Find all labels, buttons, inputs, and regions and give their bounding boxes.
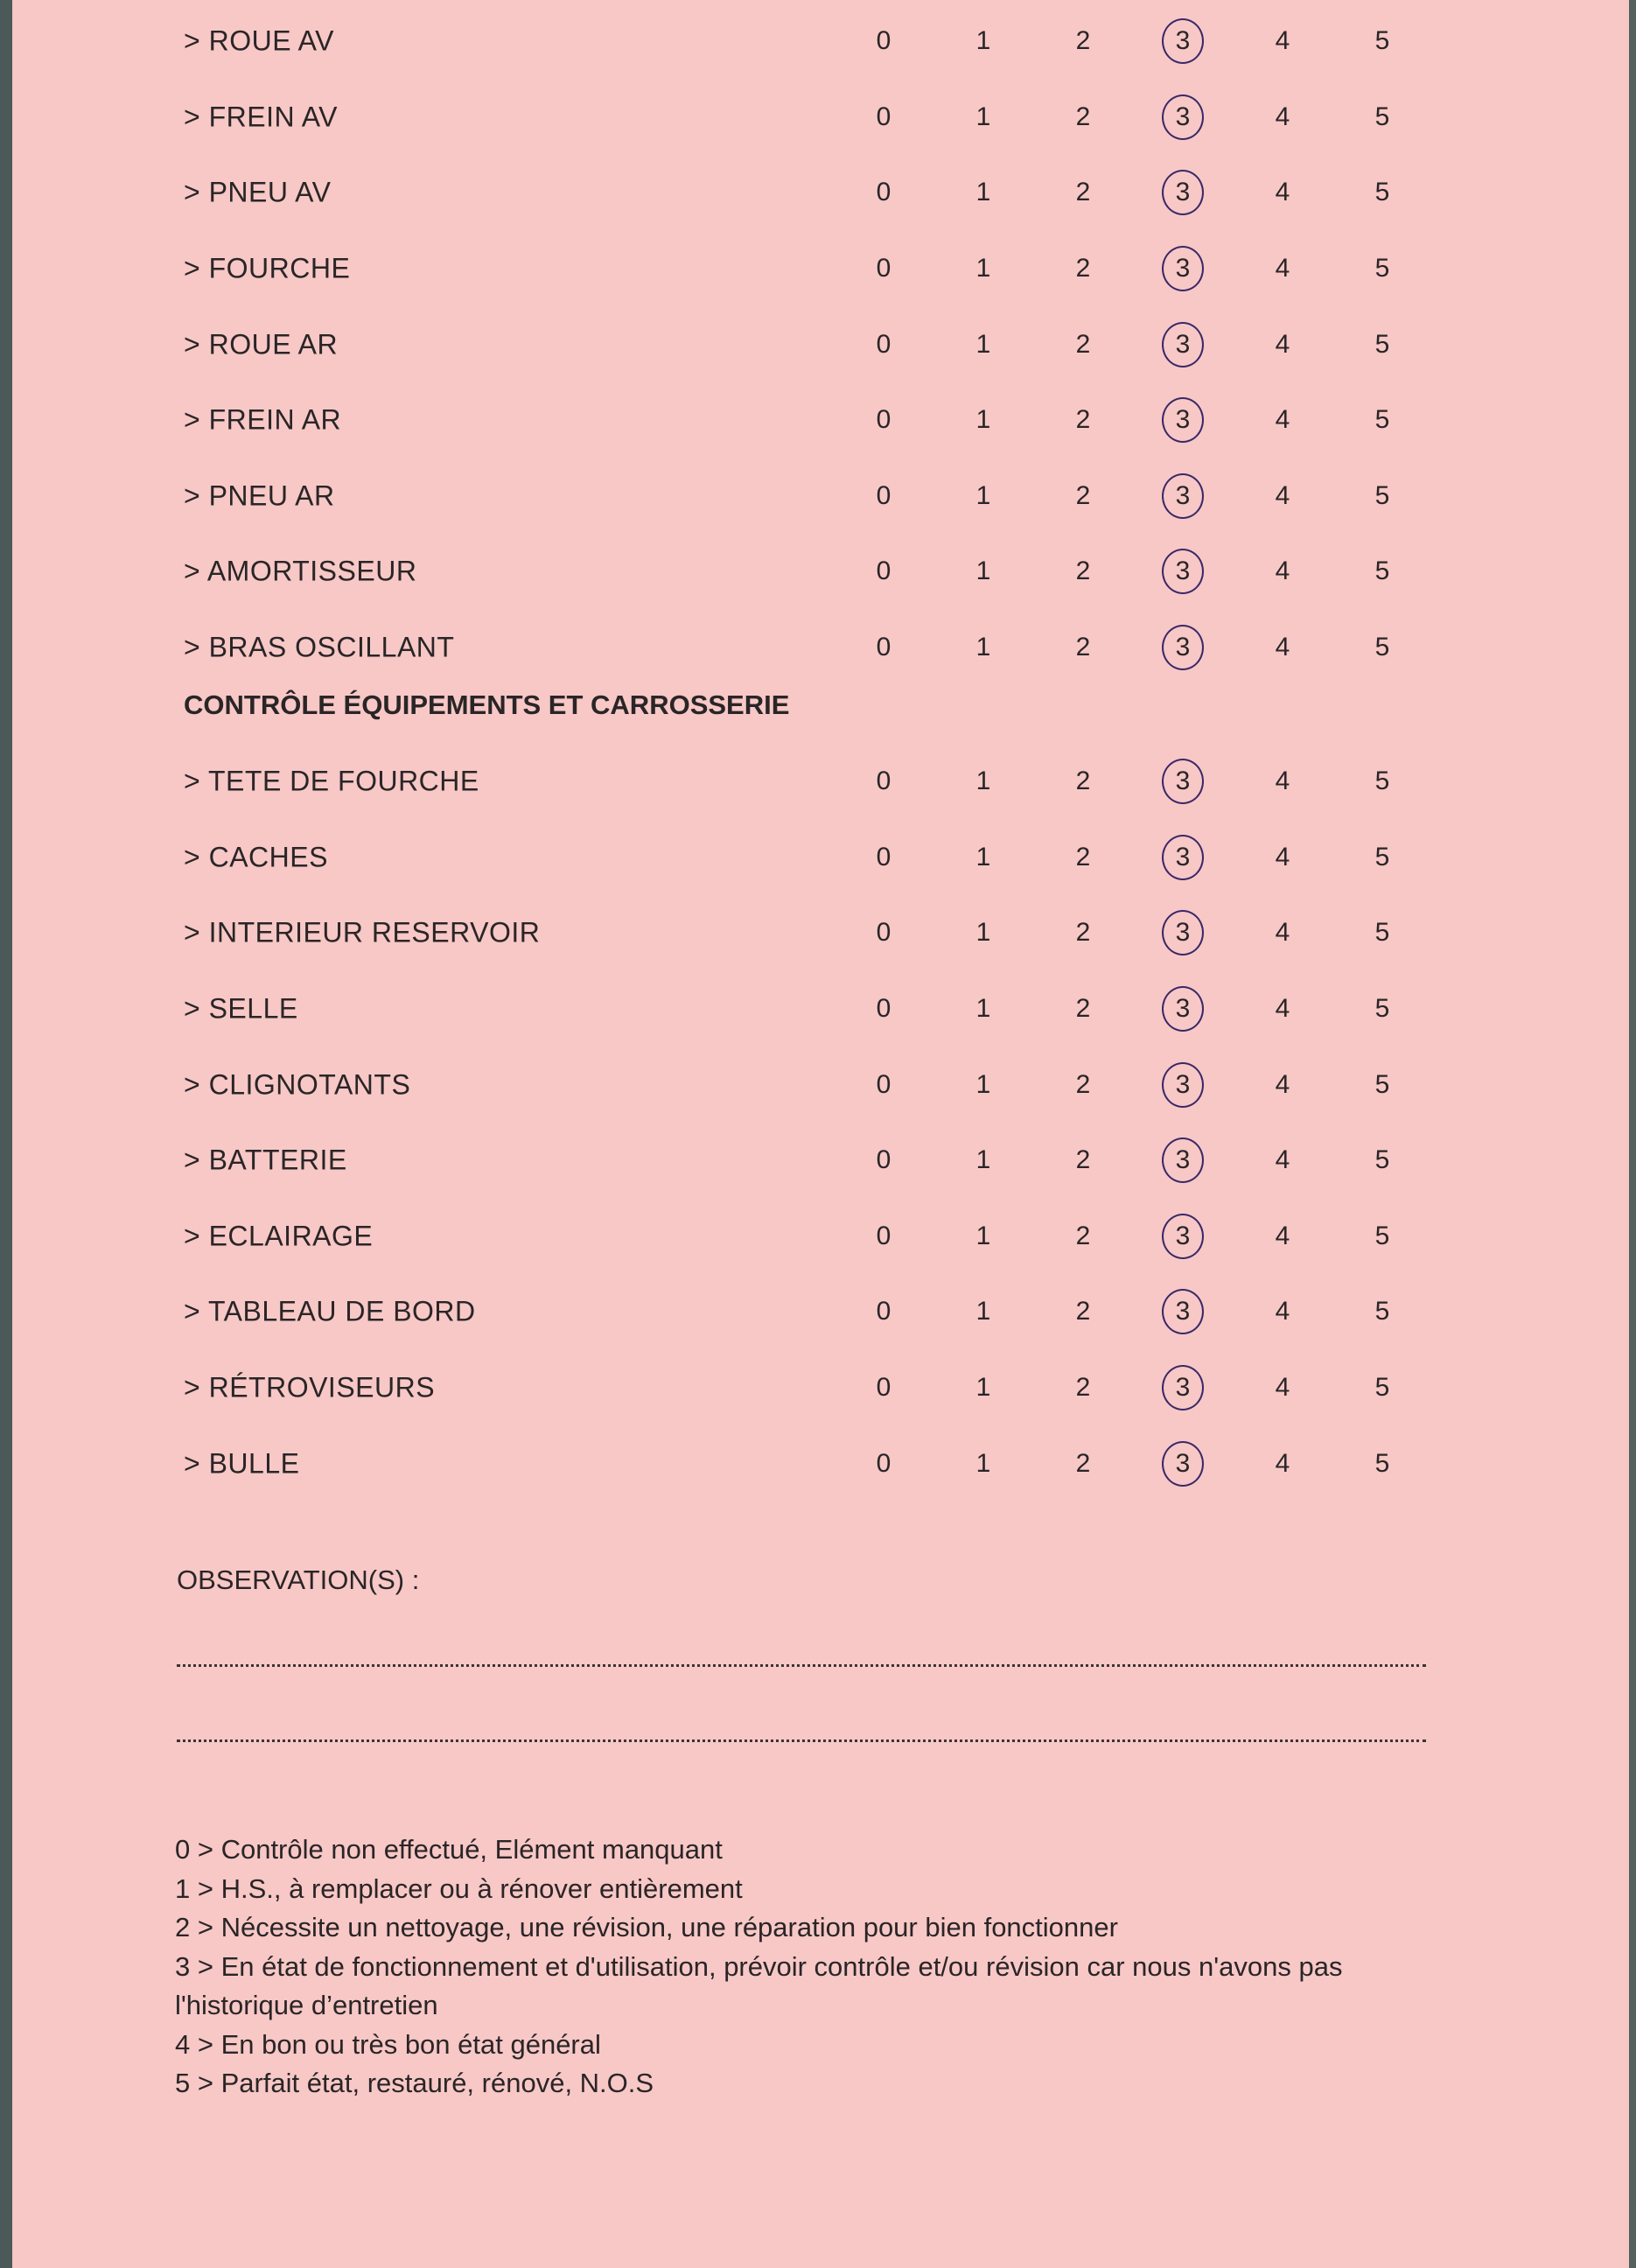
score-option-circled[interactable]: 3	[1157, 166, 1209, 219]
score-option-circled[interactable]: 3	[1157, 831, 1209, 884]
score-options	[857, 1285, 1435, 1338]
score-option[interactable]: 0	[876, 1373, 891, 1403]
checklist-item-label: > CACHES	[184, 841, 328, 873]
checklist-item-label: > ROUE AR	[184, 328, 339, 360]
score-option-circled[interactable]: 3	[1157, 1210, 1209, 1263]
score-option[interactable]: 0	[876, 254, 891, 284]
score-option[interactable]: 2	[1075, 766, 1091, 796]
checklist-row	[0, 1274, 1636, 1350]
score-option[interactable]: 1	[975, 633, 991, 662]
score-option[interactable]: 0	[876, 556, 891, 586]
score-option[interactable]: 1	[975, 1221, 991, 1250]
score-option[interactable]: 4	[1275, 1448, 1290, 1478]
score-options	[857, 755, 1435, 808]
score-option[interactable]: 4	[1275, 1069, 1290, 1099]
score-option-circled[interactable]: 3	[1157, 755, 1209, 808]
score-option[interactable]: 5	[1374, 556, 1390, 586]
score-option-circled[interactable]: 3	[1157, 15, 1209, 67]
checklist-item-label: > FREIN AV	[184, 101, 339, 133]
score-options	[857, 983, 1435, 1035]
score-option[interactable]: 2	[1075, 994, 1091, 1024]
score-option[interactable]: 4	[1275, 842, 1290, 872]
checklist-row	[0, 458, 1636, 535]
score-option[interactable]: 4	[1275, 178, 1290, 207]
score-options	[857, 545, 1435, 598]
score-option-circled[interactable]: 3	[1157, 470, 1209, 522]
score-option[interactable]: 4	[1275, 405, 1290, 435]
score-options	[857, 318, 1435, 371]
score-option[interactable]: 2	[1075, 329, 1091, 359]
score-option-circled[interactable]: 3	[1157, 906, 1209, 959]
score-option[interactable]: 0	[876, 480, 891, 510]
score-option[interactable]: 0	[876, 766, 891, 796]
score-options	[857, 1059, 1435, 1111]
score-options	[857, 831, 1435, 884]
score-options	[857, 1134, 1435, 1186]
score-option[interactable]: 5	[1374, 994, 1390, 1024]
score-option[interactable]: 2	[1075, 633, 1091, 662]
score-options	[857, 1210, 1435, 1263]
checklist-item-label: > CLIGNOTANTS	[184, 1068, 411, 1101]
legend-item-2: 2 > Nécessite un nettoyage, une révision, une réparation pour bien fonctionner	[175, 1912, 1118, 1942]
score-option[interactable]: 1	[975, 480, 991, 510]
score-option[interactable]: 1	[975, 1145, 991, 1175]
checklist-row	[0, 1199, 1636, 1275]
score-option[interactable]: 4	[1275, 994, 1290, 1024]
score-option[interactable]: 2	[1075, 26, 1091, 56]
score-options	[857, 621, 1435, 674]
score-option[interactable]: 0	[876, 918, 891, 948]
score-option[interactable]: 2	[1075, 842, 1091, 872]
score-option[interactable]: 0	[876, 178, 891, 207]
score-option[interactable]: 5	[1374, 918, 1390, 948]
score-option[interactable]: 1	[975, 178, 991, 207]
score-option[interactable]: 2	[1075, 1297, 1091, 1326]
score-option[interactable]: 1	[975, 102, 991, 131]
score-option-circled[interactable]: 3	[1157, 1134, 1209, 1186]
score-option[interactable]: 1	[975, 556, 991, 586]
legend-item-5: 5 > Parfait état, restauré, rénové, N.O.S	[175, 2068, 654, 2098]
score-option-circled[interactable]: 3	[1157, 1285, 1209, 1338]
checklist-item-label: > ROUE AV	[184, 24, 334, 57]
score-options	[857, 1438, 1435, 1490]
score-option[interactable]: 2	[1075, 102, 1091, 131]
legend-item-3: 3 > En état de fonctionnement et d'utilisation, prévoir contrôle et/ou révision car nous n'avons pas l'historique d’entretien	[175, 1950, 1343, 2020]
checklist-row	[0, 382, 1636, 458]
checklist-row	[0, 610, 1636, 686]
checklist-item-label: > AMORTISSEUR	[184, 555, 417, 587]
checklist-item-label: > PNEU AV	[184, 176, 332, 208]
score-option[interactable]: 0	[876, 405, 891, 435]
score-option[interactable]: 0	[876, 1069, 891, 1099]
score-option[interactable]: 2	[1075, 480, 1091, 510]
checklist-row	[0, 306, 1636, 382]
checklist-item-label: > BATTERIE	[184, 1144, 347, 1176]
score-option[interactable]: 4	[1275, 1373, 1290, 1403]
checklist-item-label: > INTERIEUR RESERVOIR	[184, 916, 541, 948]
score-option[interactable]: 1	[975, 254, 991, 284]
score-options	[857, 242, 1435, 295]
score-option[interactable]: 5	[1374, 1145, 1390, 1175]
score-option[interactable]: 5	[1374, 178, 1390, 207]
checklist-row	[0, 1425, 1636, 1502]
score-option-circled[interactable]: 3	[1157, 1362, 1209, 1414]
score-option[interactable]: 2	[1075, 1448, 1091, 1478]
score-option[interactable]: 1	[975, 405, 991, 435]
score-options	[857, 166, 1435, 219]
score-option[interactable]: 5	[1374, 1373, 1390, 1403]
checklist-item-label: > PNEU AR	[184, 480, 335, 512]
checklist-row	[0, 1123, 1636, 1199]
checklist-row	[0, 1350, 1636, 1426]
checklist-item-label: > RÉTROVISEURS	[184, 1371, 436, 1404]
score-option[interactable]: 4	[1275, 254, 1290, 284]
checklist-row	[0, 1046, 1636, 1123]
score-option[interactable]: 5	[1374, 766, 1390, 796]
score-option[interactable]: 2	[1075, 178, 1091, 207]
score-option-circled[interactable]: 3	[1157, 394, 1209, 446]
score-option[interactable]: 0	[876, 329, 891, 359]
score-option[interactable]: 1	[975, 1297, 991, 1326]
score-options	[857, 906, 1435, 959]
score-option[interactable]: 1	[975, 994, 991, 1024]
score-option[interactable]: 5	[1374, 254, 1390, 284]
score-option-circled[interactable]: 3	[1157, 1438, 1209, 1490]
score-option[interactable]: 1	[975, 26, 991, 56]
score-option-circled[interactable]: 3	[1157, 983, 1209, 1035]
score-option[interactable]: 4	[1275, 329, 1290, 359]
score-option[interactable]: 5	[1374, 405, 1390, 435]
score-option[interactable]: 4	[1275, 918, 1290, 948]
score-option[interactable]: 5	[1374, 633, 1390, 662]
checklist-row	[0, 534, 1636, 610]
observation-line-2[interactable]	[177, 1740, 1426, 1742]
score-option[interactable]: 5	[1374, 102, 1390, 131]
score-option[interactable]: 1	[975, 766, 991, 796]
score-option-circled[interactable]: 3	[1157, 621, 1209, 674]
score-option[interactable]: 5	[1374, 1069, 1390, 1099]
checklist-item-label: > TABLEAU DE BORD	[184, 1295, 476, 1327]
score-option[interactable]: 4	[1275, 480, 1290, 510]
checklist-row	[0, 971, 1636, 1047]
score-option[interactable]: 4	[1275, 633, 1290, 662]
score-option[interactable]: 2	[1075, 1221, 1091, 1250]
score-option[interactable]: 5	[1374, 1448, 1390, 1478]
score-option[interactable]: 0	[876, 1448, 891, 1478]
score-option[interactable]: 4	[1275, 556, 1290, 586]
legend-item-4: 4 > En bon ou très bon état général	[175, 2028, 601, 2060]
score-options	[857, 15, 1435, 67]
score-option[interactable]: 0	[876, 842, 891, 872]
score-option[interactable]: 0	[876, 1145, 891, 1175]
score-option[interactable]: 2	[1075, 1373, 1091, 1403]
score-option[interactable]: 1	[975, 1448, 991, 1478]
checklist-item-label: > SELLE	[184, 992, 298, 1025]
score-option[interactable]: 5	[1374, 842, 1390, 872]
score-option[interactable]: 5	[1374, 329, 1390, 359]
observation-line-1[interactable]	[177, 1664, 1426, 1667]
section-heading-equipment: CONTRÔLE ÉQUIPEMENTS ET CARROSSERIE	[184, 690, 790, 720]
score-option-circled[interactable]: 3	[1157, 242, 1209, 295]
score-option[interactable]: 2	[1075, 556, 1091, 586]
checklist-row	[0, 80, 1636, 156]
score-option[interactable]: 0	[876, 994, 891, 1024]
checklist-item-label: > TETE DE FOURCHE	[184, 765, 479, 797]
checklist-row	[0, 4, 1636, 80]
checklist-item-label: > FOURCHE	[184, 252, 351, 284]
checklist-item-label: > ECLAIRAGE	[184, 1220, 374, 1252]
score-option[interactable]: 0	[876, 633, 891, 662]
score-option[interactable]: 2	[1075, 1145, 1091, 1175]
score-option[interactable]: 1	[975, 1373, 991, 1403]
checklist-item-label: > FREIN AR	[184, 403, 342, 436]
score-option[interactable]: 0	[876, 1297, 891, 1326]
score-option[interactable]: 2	[1075, 405, 1091, 435]
score-option[interactable]: 0	[876, 26, 891, 56]
score-options	[857, 470, 1435, 522]
score-option[interactable]: 1	[975, 918, 991, 948]
equipment-checklist	[0, 744, 1636, 1502]
score-option-circled[interactable]: 3	[1157, 1059, 1209, 1111]
score-option-circled[interactable]: 3	[1157, 318, 1209, 371]
score-option[interactable]: 2	[1075, 918, 1091, 948]
score-option[interactable]: 5	[1374, 1221, 1390, 1250]
checklist-row	[0, 155, 1636, 231]
score-option[interactable]: 4	[1275, 766, 1290, 796]
score-option[interactable]: 5	[1374, 480, 1390, 510]
score-options	[857, 91, 1435, 144]
legend-item-0: 0 > Contrôle non effectué, Elément manquant	[175, 1834, 723, 1865]
checklist-row	[0, 820, 1636, 896]
score-option[interactable]: 4	[1275, 1221, 1290, 1250]
checklist-row	[0, 744, 1636, 820]
score-options	[857, 394, 1435, 446]
score-option-circled[interactable]: 3	[1157, 91, 1209, 144]
score-option[interactable]: 1	[975, 329, 991, 359]
checklist-row	[0, 895, 1636, 971]
chassis-checklist	[0, 4, 1636, 685]
score-option[interactable]: 4	[1275, 1297, 1290, 1326]
score-option[interactable]: 0	[876, 102, 891, 131]
score-option[interactable]: 1	[975, 1069, 991, 1099]
score-option[interactable]: 2	[1075, 1069, 1091, 1099]
score-option-circled[interactable]: 3	[1157, 545, 1209, 598]
score-options	[857, 1362, 1435, 1414]
score-option[interactable]: 4	[1275, 1145, 1290, 1175]
checklist-item-label: > BRAS OSCILLANT	[184, 631, 455, 663]
score-option[interactable]: 4	[1275, 26, 1290, 56]
checklist-row	[0, 231, 1636, 307]
score-option[interactable]: 5	[1374, 1297, 1390, 1326]
legend-item-1: 1 > H.S., à remplacer ou à rénover entièrement	[175, 1872, 743, 1904]
observation-label: OBSERVATION(S) :	[177, 1564, 420, 1595]
score-legend	[175, 1830, 1435, 2104]
score-option[interactable]: 2	[1075, 254, 1091, 284]
score-option[interactable]: 4	[1275, 102, 1290, 131]
score-option[interactable]: 0	[876, 1221, 891, 1250]
score-option[interactable]: 5	[1374, 26, 1390, 56]
score-option[interactable]: 1	[975, 842, 991, 872]
checklist-item-label: > BULLE	[184, 1447, 300, 1480]
